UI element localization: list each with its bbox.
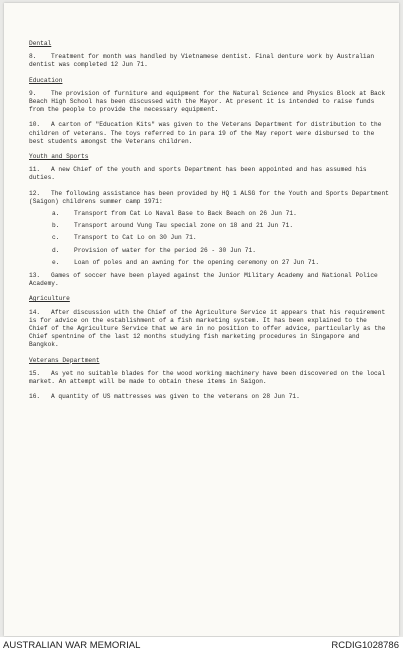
paragraph-number: 11. [29, 166, 41, 174]
paragraph-14 [29, 309, 389, 350]
paragraph-13 [29, 272, 389, 288]
list-item-text: Provision of water for the period 26 - 30 Jun 71. [74, 246, 256, 254]
paragraph-15 [29, 370, 389, 386]
paragraph-number: 14. [29, 308, 41, 316]
section-heading-agriculture: Agriculture [29, 295, 70, 303]
paragraph-text: After discussion with the Chief of the Agriculture Service it appears that his requirement is for advice on the establishment of a fish marketing system. It has been explained to the Chief of the Agriculture Service that we are in no position to offer advice, particularly as the Chief spentnine of the last 12 months studying fish marketing procedures in Singapore and Bangkok. [29, 308, 386, 349]
list-item [29, 234, 389, 242]
list-item [29, 259, 389, 267]
paragraph-number: 12. [29, 189, 41, 197]
list-item-text: Loan of poles and an awning for the opening ceremony on 27 Jun 71. [74, 258, 320, 266]
list-item [29, 247, 389, 255]
paragraph-text: A carton of "Education Kits" was given to the Veterans Department for distribution to the children of veterans. The toys referred to in para 19 of the May report were disbursed to the best students amongst the Veterans children. [29, 121, 382, 145]
document-body [29, 40, 389, 402]
list-item-letter: d. [52, 246, 60, 254]
list-item-text: Transport around Vung Tau special zone on 18 and 21 Jun 71. [74, 222, 294, 230]
section-heading-youth-and-sports: Youth and Sports [29, 153, 89, 161]
assistance-list [29, 210, 389, 267]
paragraph-11 [29, 166, 389, 182]
section-heading-education: Education [29, 76, 63, 84]
list-item [29, 222, 389, 230]
list-item-letter: b. [52, 222, 60, 230]
list-item-letter: e. [52, 258, 60, 266]
paragraph-number: 10. [29, 121, 41, 129]
paragraph-text: The provision of furniture and equipment for the Natural Science and Physics Block at Back Beach High School has been discussed with the Mayor. At present it is intended to raise funds from the people to provide the necessary equipment. [29, 89, 386, 114]
archive-footer [0, 637, 403, 654]
document-page [4, 3, 399, 636]
paragraph-number: 13. [29, 272, 41, 280]
paragraph-number: 15. [29, 369, 41, 377]
paragraph-12 [29, 190, 389, 206]
paragraph-number: 8. [29, 53, 37, 61]
paragraph-9 [29, 90, 389, 115]
list-item [29, 210, 389, 218]
paragraph-10 [29, 121, 389, 146]
list-item-text: Transport from Cat Lo Naval Base to Back Beach on 26 Jun 71. [74, 210, 297, 218]
list-item-text: Transport to Cat Lo on 30 Jun 71. [74, 234, 197, 242]
list-item-letter: a. [52, 210, 60, 218]
paragraph-text: Games of soccer have been played against the Junior Military Academy and National Police Academy. [29, 272, 378, 288]
section-heading-veterans-department: Veterans Department [29, 356, 100, 364]
paragraph-text: A quantity of US mattresses was given to the veterans on 28 Jun 71. [51, 393, 300, 401]
paragraph-text: Treatment for month was handled by Vietnamese dentist. Final denture work by Australian dentist was completed 12 Jun 71. [29, 53, 375, 69]
paragraph-number: 9. [29, 89, 37, 97]
section-heading-dental: Dental [29, 40, 52, 47]
paragraph-16 [29, 393, 389, 401]
paragraph-number: 16. [29, 393, 41, 401]
paragraph-text: A new Chief of the youth and sports Department has been appointed and has assumed his duties. [29, 166, 367, 182]
paragraph-text: The following assistance has been provided by HQ 1 ALSG for the Youth and Sports Department (Saigon) childrens summer camp 1971: [29, 189, 389, 205]
institution-name: AUSTRALIAN WAR MEMORIAL [3, 640, 141, 651]
paragraph-text: As yet no suitable blades for the wood working machinery have been discovered on the local market. An attempt will be made to obtain these items in Saigon. [29, 369, 386, 386]
paragraph-8 [29, 53, 389, 69]
list-item-letter: c. [52, 234, 60, 242]
record-reference: RCDIG1028786 [331, 640, 399, 651]
